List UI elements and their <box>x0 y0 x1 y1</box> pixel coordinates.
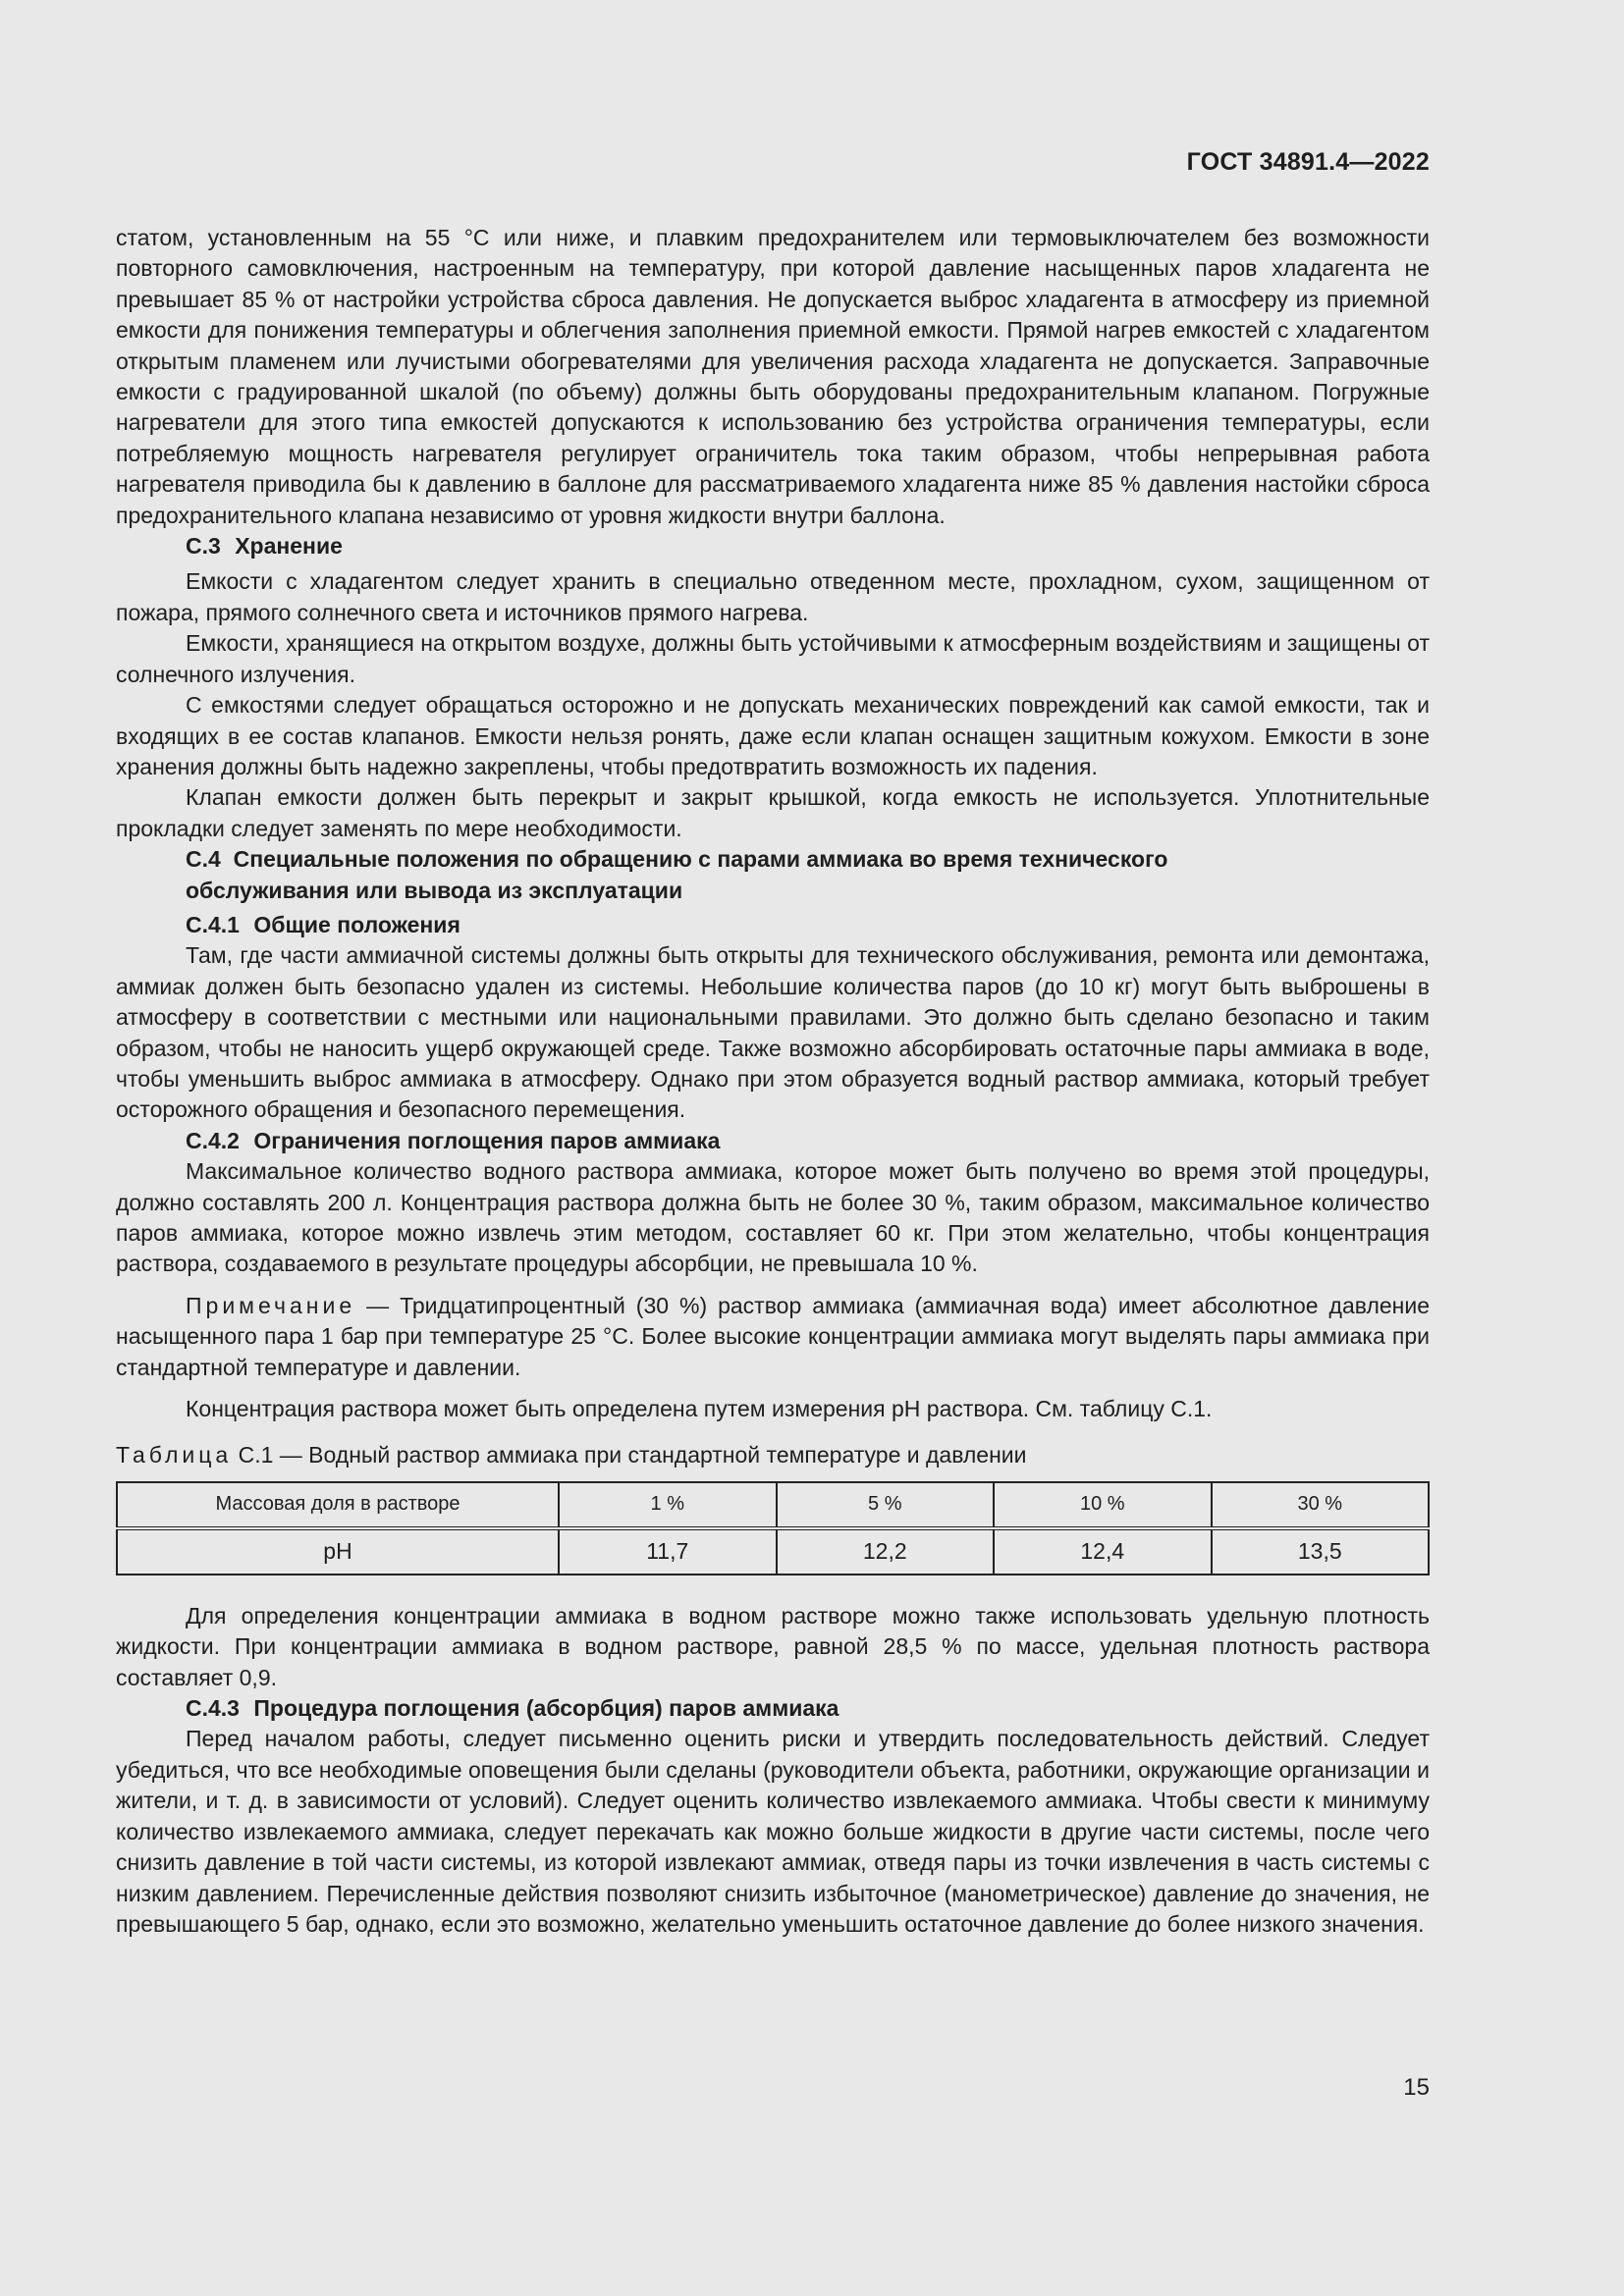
section-c41-number: С.4.1 <box>186 911 240 937</box>
table-header-label: Массовая доля в растворе <box>117 1482 559 1528</box>
table-header-row <box>117 1482 1429 1528</box>
table-cell: 12,2 <box>777 1528 995 1575</box>
table-header-cell: 1 % <box>559 1482 777 1528</box>
table-row-label: pH <box>117 1528 559 1575</box>
section-c41-title: Общие положения <box>253 911 460 937</box>
section-c43-paragraph: Перед началом работы, следует письменно оценить риски и утвердить последовательность действий. Следует убедиться, что все необходимые оповещения были сделаны (руководители объекта, работники, окружающие организации и жители, и т. д. в зависимости от условий). Следует оценить количество извлекаемого аммиака. Чтобы свести к минимуму количество извлекаемого аммиака, следует перекачать как можно больше жидкости в другие части системы, после чего снизить давление в той части системы, из которой извлекают аммиак, отведя пары из точки извлечения в часть системы с низким давлением. Перечисленные действия позволяют снизить избыточное (манометрическое) давление до значения, не превышающего 5 бар, однако, если это возможно, желательно уменьшить остаточное давление до более низкого значения. <box>116 1726 1430 1937</box>
document-id-header: ГОСТ 34891.4—2022 <box>1186 148 1430 176</box>
paragraph-intro: статом, установленным на 55 °С или ниже, и плавким предохранителем или термовыключателем без возможности повторного самовключения, настроенным на температуру, при которой давление насыщенных паров хладагента не превышает 85 % от настройки устройства сброса давления. Не допускается выброс хладагента в атмосферу из приемной емкости для понижения температуры и облегчения заполнения приемной емкости. Прямой нагрев емкостей с хладагентом открытым пламенем или лучистыми обогревателями для увеличения расхода хладагента не допускается. Заправочные емкости с градуированной шкалой (по объему) должны быть оборудованы предохранительным клапаном. Погружные нагреватели для этого типа емкостей допускаются к использованию без устройства ограничения температуры, если потребляемую мощность нагревателя регулирует ограничитель тока таким образом, чтобы непрерывная работа нагревателя приводила бы к давлению в баллоне для рассматриваемого хладагента ниже 85 % давления настойки сброса предохранительного клапана независимо от уровня жидкости внутри баллона. <box>116 225 1430 528</box>
section-c3-title: Хранение <box>235 533 343 560</box>
section-c3-paragraph-2: Емкости, хранящиеся на открытом воздухе, должны быть устойчивыми к атмосферным воздействиям и защищены от солнечного излучения. <box>116 630 1430 687</box>
section-c4-number: С.4 <box>186 846 221 873</box>
table-c1-caption <box>116 1440 1430 1470</box>
table-header-cell: 5 % <box>777 1482 995 1528</box>
table-caption-text: С.1 — Водный раствор аммиака при стандартной температуре и давлении <box>232 1442 1027 1468</box>
section-c3-heading <box>116 531 1430 561</box>
paragraph-after-note: Концентрация раствора может быть определена путем измерения pH раствора. См. таблицу С.1. <box>186 1396 1213 1422</box>
document-body <box>116 223 1430 1940</box>
table-label: Таблица <box>116 1442 233 1468</box>
note-label: Примечание <box>186 1292 356 1318</box>
section-c42-paragraph: Максимальное количество водного раствора аммиака, которое может быть получено во время этой процедуры, должно составлять 200 л. Концентрация раствора должна быть не более 30 %, таким образом, максимальное количество паров аммиака, которое можно извлечь этим методом, составляет 60 кг. При этом желательно, чтобы концентрация раствора, создаваемого в результате процедуры абсорбции, не превышала 10 %. <box>116 1158 1430 1277</box>
section-c3-paragraph-4: Клапан емкости должен быть перекрыт и закрыт крышкой, когда емкость не используется. Уплотнительные прокладки следует заменять по мере необходимости. <box>116 784 1430 841</box>
section-c42-number: С.4.2 <box>186 1127 240 1153</box>
paragraph-density: Для определения концентрации аммиака в водном растворе можно также использовать удельную плотность жидкости. При концентрации аммиака в водном растворе, равной 28,5 % по массе, удельная плотность раствора составляет 0,9. <box>116 1602 1430 1690</box>
section-c41-paragraph: Там, где части аммиачной системы должны быть открыты для технического обслуживания, ремонта или демонтажа, аммиак должен быть безопасно удален из системы. Небольшие количества паров (до 10 кг) могут быть выброшены в атмосферу в соответствии с местными или национальными правилами. Это должно быть сделано безопасно и таким образом, чтобы не наносить ущерб окружающей среде. Также возможно абсорбировать остаточные пары аммиака в воде, чтобы уменьшить выброс аммиака в атмосферу. Однако при этом образуется водный раствор аммиака, который требует осторожного обращения и безопасного перемещения. <box>116 942 1430 1123</box>
note-c42 <box>116 1291 1430 1383</box>
section-c42-title: Ограничения поглощения паров аммиака <box>253 1127 721 1153</box>
table-header-cell: 30 % <box>1212 1482 1430 1528</box>
section-c42-heading <box>116 1126 1430 1156</box>
table-cell: 13,5 <box>1212 1528 1430 1575</box>
section-c43-heading <box>116 1693 1430 1724</box>
note-text: — Тридцатипроцентный (30 %) раствор аммиака (аммиачная вода) имеет абсолютное давление насыщенного пара 1 бар при температуре 25 °С. Более высокие концентрации аммиака могут выделять пары аммиака при стандартной температуре и давлении. <box>116 1292 1430 1380</box>
section-c43-number: С.4.3 <box>186 1695 240 1722</box>
table-cell: 12,4 <box>994 1528 1212 1575</box>
document-page <box>116 0 1430 2296</box>
section-c3-paragraph-1: Емкости с хладагентом следует хранить в специально отведенном месте, прохладном, сухом, защищенном от пожара, прямого солнечного света и источников прямого нагрева. <box>116 568 1430 625</box>
section-c4-title: Специальные положения по обращению с парами аммиака во время технического обслуживания или вывода из эксплуатации <box>186 846 1168 903</box>
table-header-cell: 10 % <box>994 1482 1212 1528</box>
section-c3-number: С.3 <box>186 533 221 560</box>
table-c1 <box>116 1481 1430 1575</box>
page-number: 15 <box>1403 2074 1430 2101</box>
section-c4-heading <box>116 844 1430 906</box>
table-row <box>117 1528 1429 1575</box>
section-c43-title: Процедура поглощения (абсорбция) паров аммиака <box>253 1695 839 1722</box>
section-c41-heading <box>116 910 1430 940</box>
section-c3-paragraph-3: С емкостями следует обращаться осторожно и не допускать механических повреждений как самой емкости, так и входящих в ее состав клапанов. Емкости нельзя ронять, даже если клапан оснащен защитным кожухом. Емкости в зоне хранения должны быть надежно закреплены, чтобы предотвратить возможность их падения. <box>116 692 1430 779</box>
table-cell: 11,7 <box>559 1528 777 1575</box>
